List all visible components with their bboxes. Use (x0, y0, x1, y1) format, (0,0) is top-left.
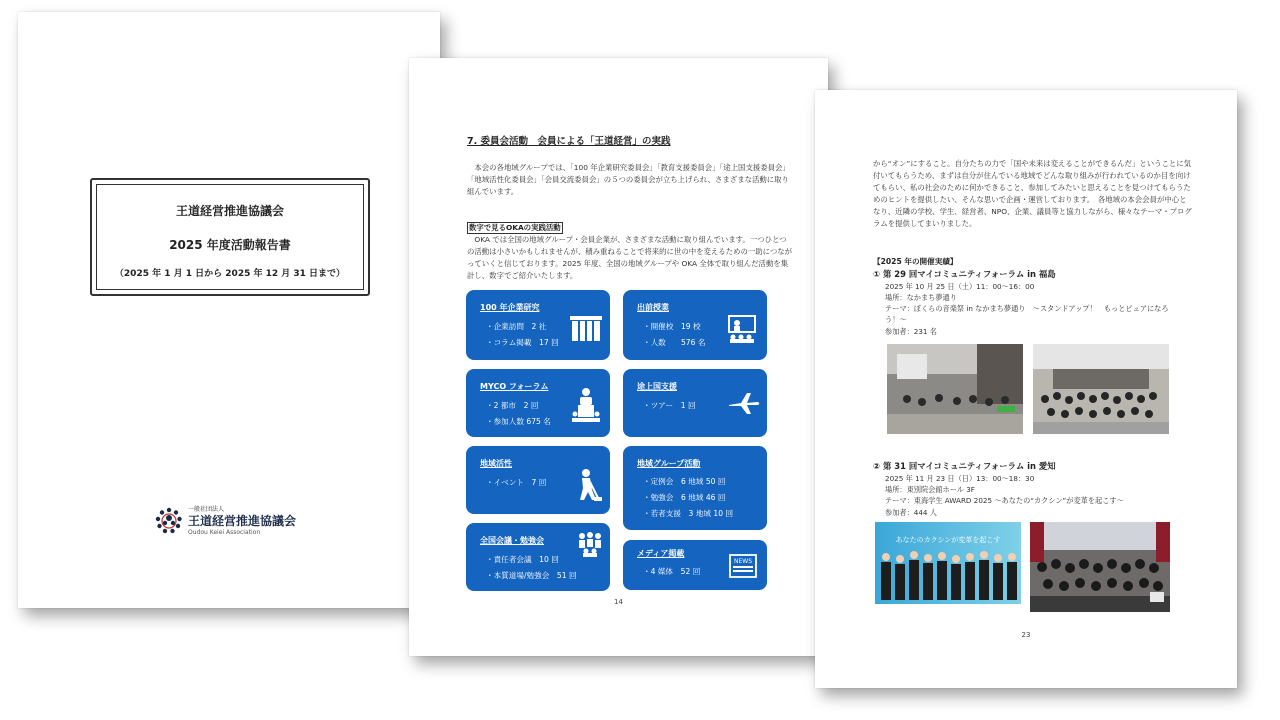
banner-text: あなたのカクシンが変革を起こす (895, 536, 1001, 544)
tile-line: ・本質道場/勉強会 51 回 (486, 571, 577, 580)
tile-line: ・コラム掲載 17 回 (486, 338, 559, 347)
people-icon (574, 531, 606, 557)
tile-title: 地域活性 (480, 459, 512, 468)
event-date: 2025 年 10 月 25 日（土）11：00〜16：00 (885, 282, 1035, 291)
tile-line: ・勉強会 6 地域 46 回 (643, 493, 726, 502)
tile-title: MYCO フォーラム (480, 382, 549, 391)
event-photo (875, 522, 1021, 604)
activity-tile (466, 446, 610, 514)
activity-tile (466, 290, 610, 360)
newspaper-label: NEWS (733, 558, 753, 565)
tile-line: ・イベント 7 回 (486, 478, 547, 487)
tile-line: ・開催校 19 校 (643, 322, 701, 331)
box-heading: 数字で見るOKAの実践活動 (469, 223, 561, 232)
event-attendees: 参加者：231 名 (885, 327, 937, 336)
globe-logo-icon (154, 506, 184, 536)
section-title: 7. 委員会活動 会員による「王道経営」の実践 (467, 136, 671, 147)
cover-page (18, 12, 440, 608)
curtain-icon (570, 316, 602, 344)
cover-report-title: 2025 年度活動報告書 (169, 238, 291, 252)
tile-title: 100 年企業研究 (480, 303, 540, 312)
cover-title-frame (90, 178, 370, 296)
tile-line: ・若者支援 3 地域 10 回 (643, 509, 734, 518)
cover-org-name: 王道経営推進協議会 (175, 204, 284, 218)
event-theme: テーマ：東海学生 AWARD 2025 〜あなたの“カクシン”が変革を起こす〜 (885, 496, 1124, 505)
tile-title: 全国会議・勉強会 (480, 536, 544, 545)
page-number: 14 (614, 598, 623, 606)
event-attendees: 参加者：444 人 (885, 508, 937, 517)
results-heading: 【2025 年の開催実績】 (873, 257, 958, 266)
teacher-icon (727, 314, 759, 344)
cover-period: （2025 年 1 月 1 日から 2025 年 12 月 31 日まで） (114, 269, 346, 279)
event-title: ① 第 29 回マイコミュニティフォーラム in 福島 (873, 269, 1056, 279)
tile-line: ・人数 576 名 (643, 338, 706, 347)
tile-title: メディア掲載 (637, 549, 685, 558)
event-theme: テーマ：ぼくらの音楽祭 in なかまち夢通り 〜スタンドアップ！ もっとピュアになろう！〜 (885, 304, 1169, 324)
report-page-14 (409, 58, 828, 656)
tile-line: ・企業訪問 2 社 (486, 322, 547, 331)
activity-tile (466, 523, 610, 591)
event-photo (887, 344, 1023, 434)
tile-line: ・定例会 6 地域 50 回 (643, 477, 726, 486)
event-place: 場所：なかまち夢通り (885, 293, 957, 302)
tile-line: ・2 都市 2 回 (486, 401, 539, 410)
tile-line: ・4 媒体 52 回 (643, 567, 701, 576)
event-place: 場所：東別院会館ホール 3F (885, 485, 975, 494)
event-photo (1030, 522, 1170, 612)
event-title: ② 第 31 回マイコミュニティフォーラム in 愛知 (873, 461, 1056, 471)
tile-title: 出前授業 (637, 303, 669, 312)
tile-line: ・参加人数 675 名 (486, 417, 551, 426)
logo-name: 王道経営推進協議会 (188, 514, 297, 528)
intro-paragraph: 本会の各地域グループでは、「100 年企業研究委員会」「教育支援委員会」「途上国支援委員会」「地域活性化委員会」「会員交流委員会」の５つの委員会が立ち上げられ、さまざまな活動に取り組んでいます。 (467, 163, 789, 196)
page-number: 23 (1021, 631, 1031, 639)
activity-tile (623, 290, 767, 360)
event-date: 2025 年 11 月 23 日（日）13：00〜18：30 (885, 474, 1035, 483)
association-logo (154, 504, 324, 538)
tile-title: 地域グループ活動 (637, 459, 701, 468)
report-page-23 (815, 90, 1237, 688)
activity-tile (623, 540, 767, 590)
activity-tile (623, 369, 767, 437)
speaker-icon (572, 387, 600, 423)
body-paragraph: OKA では全国の地域グループ・会員企業が、さまざまな活動に取り組んでいます。一つひとつの活動は小さいかもしれませんが、積み重ねることで将来的に世の中を変えるための一助につながっていくと信じております。2025 年度、全国の地域グループや OKA 全体で取り組んだ活動を集計し、数字でご紹介いたします。 (467, 235, 793, 280)
airplane-icon (727, 391, 761, 415)
tile-title: 途上国支援 (637, 382, 677, 391)
logo-english: Oudou Keiei Association (188, 529, 261, 536)
activity-tile (623, 446, 767, 530)
tile-line: ・ツアー 1 回 (643, 401, 696, 410)
logo-subtitle: 一般社団法人 (188, 506, 225, 513)
newspaper-icon (729, 554, 757, 578)
tile-line: ・責任者会議 10 回 (486, 555, 559, 564)
event-photo (1033, 344, 1169, 434)
intro-paragraph: から“オン”にすること。自分たちの力で「国や未来は変えることができるんだ」ということに気付いてもらうため、まずは自分が住んでいる地域でどんな取り組みが行われているのか目を向けてもらい、私の社会のために何かできること、参加してみたいと思えることを見つけてもらうためのヒントを提供したい、そんな思いで企画・運営しております。 各地域の本会会員が中心となり、近隣の学校、学生、経営者、NPO、企業、議員等と協力しながら、様々なテーマ・プログラムを提供してまいりました。 (873, 159, 1192, 228)
activity-tile (466, 369, 610, 437)
cleaning-icon (572, 468, 602, 502)
